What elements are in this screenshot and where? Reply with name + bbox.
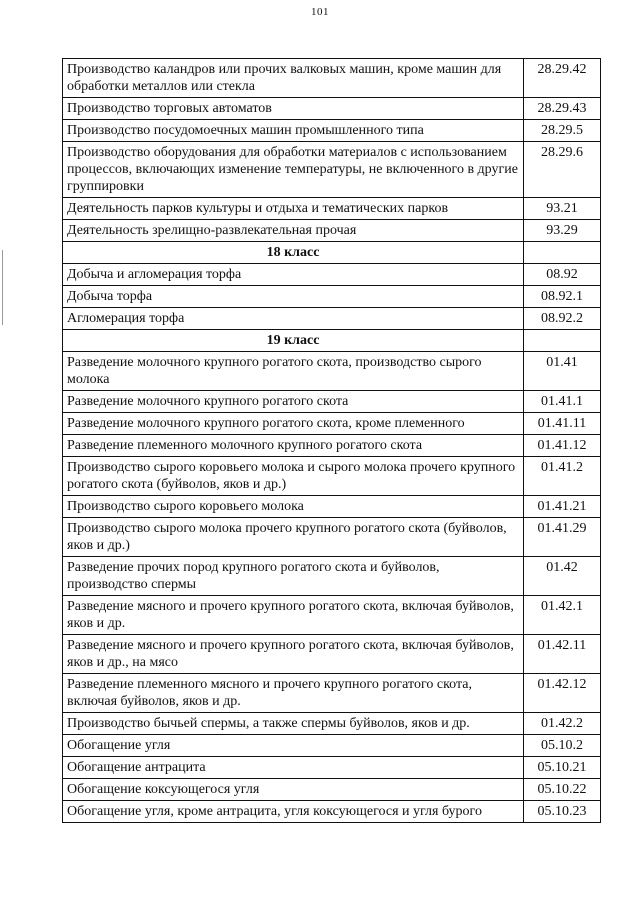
class-title: 18 класс — [63, 242, 524, 264]
activity-name: Деятельность зрелищно-развлекательная прочая — [63, 220, 524, 242]
table-row — [63, 308, 601, 330]
table-row — [63, 413, 601, 435]
table-row — [63, 286, 601, 308]
okved-code: 08.92.2 — [523, 308, 600, 330]
okved-code: 05.10.23 — [523, 801, 600, 823]
table-row — [63, 635, 601, 674]
activity-name: Производство сырого молока прочего крупного рогатого скота (буйволов, яков и др.) — [63, 518, 524, 557]
table-row — [63, 596, 601, 635]
table-row — [63, 518, 601, 557]
activity-name: Разведение молочного крупного рогатого скота — [63, 391, 524, 413]
table-row — [63, 496, 601, 518]
activity-name: Обогащение угля — [63, 735, 524, 757]
class-header-row — [63, 242, 601, 264]
activity-name: Производство каландров или прочих валковых машин, кроме машин для обработки металлов или стекла — [63, 59, 524, 98]
okved-code: 08.92.1 — [523, 286, 600, 308]
activity-name: Обогащение антрацита — [63, 757, 524, 779]
okved-code: 01.42.1 — [523, 596, 600, 635]
okved-code: 01.41.1 — [523, 391, 600, 413]
table-row — [63, 801, 601, 823]
okved-code: 05.10.2 — [523, 735, 600, 757]
okved-code: 05.10.21 — [523, 757, 600, 779]
table-row — [63, 557, 601, 596]
activity-name: Разведение прочих пород крупного рогатого скота и буйволов, производство спермы — [63, 557, 524, 596]
okved-code: 08.92 — [523, 264, 600, 286]
activity-name: Производство оборудования для обработки материалов с использованием процессов, включающих изменение температуры, не включенного в другие группировки — [63, 142, 524, 198]
activity-name: Добыча и агломерация торфа — [63, 264, 524, 286]
okved-code: 05.10.22 — [523, 779, 600, 801]
table-row — [63, 735, 601, 757]
scan-margin-mark — [2, 250, 3, 325]
activity-name: Разведение мясного и прочего крупного рогатого скота, включая буйволов, яков и др. — [63, 596, 524, 635]
activity-name: Разведение молочного крупного рогатого скота, производство сырого молока — [63, 352, 524, 391]
okved-code: 01.41.29 — [523, 518, 600, 557]
activity-name: Обогащение угля, кроме антрацита, угля коксующегося и угля бурого — [63, 801, 524, 823]
table-row — [63, 435, 601, 457]
okved-code: 28.29.5 — [523, 120, 600, 142]
activity-name: Разведение мясного и прочего крупного рогатого скота, включая буйволов, яков и др., на мясо — [63, 635, 524, 674]
table-row — [63, 264, 601, 286]
activity-name: Разведение молочного крупного рогатого скота, кроме племенного — [63, 413, 524, 435]
class-title: 19 класс — [63, 330, 524, 352]
activity-name: Обогащение коксующегося угля — [63, 779, 524, 801]
activity-name: Производство сырого коровьего молока — [63, 496, 524, 518]
activity-name: Агломерация торфа — [63, 308, 524, 330]
activity-name: Разведение племенного молочного крупного рогатого скота — [63, 435, 524, 457]
okved-code: 28.29.43 — [523, 98, 600, 120]
okved-code: 01.41.11 — [523, 413, 600, 435]
okved-code: 01.41 — [523, 352, 600, 391]
activity-name: Производство торговых автоматов — [63, 98, 524, 120]
okved-code — [523, 330, 600, 352]
okved-code: 01.42.12 — [523, 674, 600, 713]
activity-name: Производство сырого коровьего молока и сырого молока прочего крупного рогатого скота (буйволов, яков и др.) — [63, 457, 524, 496]
table-row — [63, 391, 601, 413]
classification-table — [62, 58, 601, 823]
activity-name: Разведение племенного мясного и прочего крупного рогатого скота, включая буйволов, яков и др. — [63, 674, 524, 713]
table-row — [63, 98, 601, 120]
table-row — [63, 713, 601, 735]
page-number: 101 — [311, 6, 329, 18]
table-row — [63, 142, 601, 198]
okved-code: 93.29 — [523, 220, 600, 242]
activity-name: Деятельность парков культуры и отдыха и тематических парков — [63, 198, 524, 220]
table-row — [63, 59, 601, 98]
table-row — [63, 457, 601, 496]
table-body — [63, 59, 601, 823]
okved-code: 01.42.2 — [523, 713, 600, 735]
okved-code: 01.41.21 — [523, 496, 600, 518]
table-row — [63, 757, 601, 779]
okved-code: 01.41.2 — [523, 457, 600, 496]
table-row — [63, 120, 601, 142]
table-row — [63, 779, 601, 801]
table-row — [63, 674, 601, 713]
okved-code: 01.42 — [523, 557, 600, 596]
table-row — [63, 198, 601, 220]
okved-code: 93.21 — [523, 198, 600, 220]
activity-name: Добыча торфа — [63, 286, 524, 308]
okved-code: 28.29.6 — [523, 142, 600, 198]
okved-code — [523, 242, 600, 264]
okved-code: 28.29.42 — [523, 59, 600, 98]
class-header-row — [63, 330, 601, 352]
okved-code: 01.41.12 — [523, 435, 600, 457]
activity-name: Производство бычьей спермы, а также спермы буйволов, яков и др. — [63, 713, 524, 735]
table-row — [63, 220, 601, 242]
okved-code: 01.42.11 — [523, 635, 600, 674]
table-row — [63, 352, 601, 391]
activity-name: Производство посудомоечных машин промышленного типа — [63, 120, 524, 142]
